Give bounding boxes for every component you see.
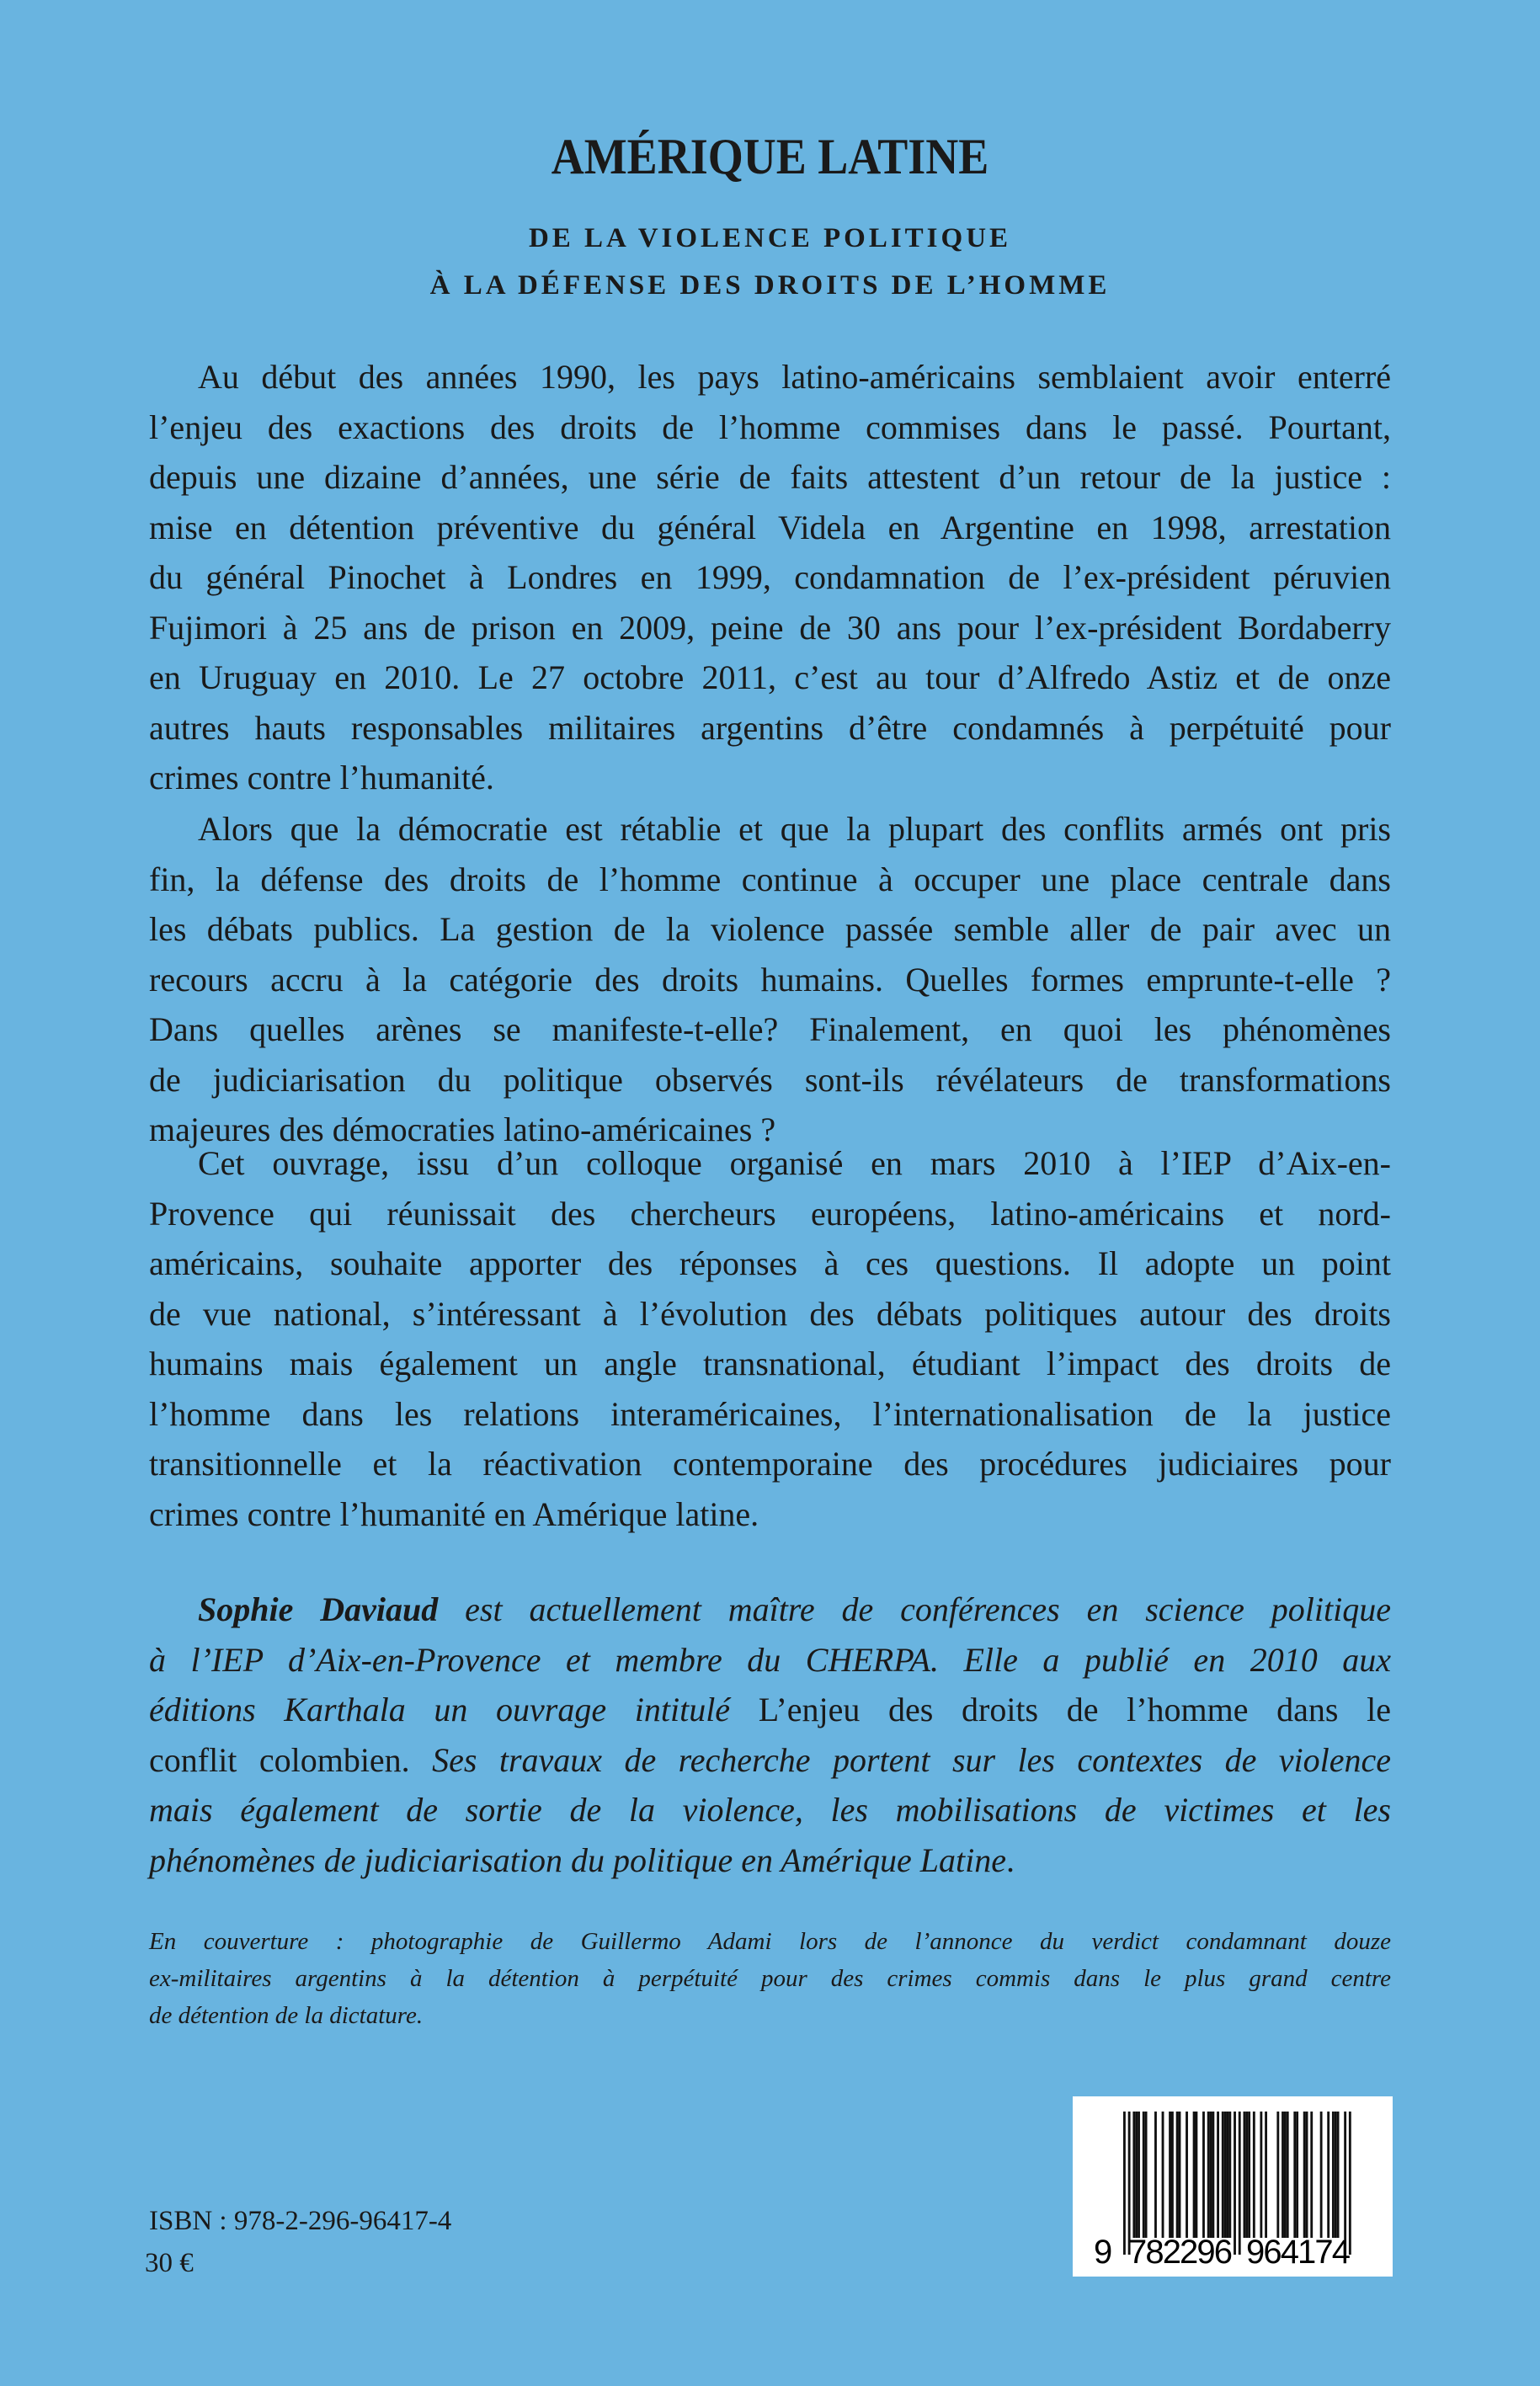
author-name: Sophie Daviaud bbox=[198, 1590, 439, 1628]
barcode-bar bbox=[1143, 2112, 1145, 2238]
paragraph-line: Au début des années 1990, les pays latino-américains semblaient avoir enterré bbox=[198, 358, 1391, 396]
bio-line bbox=[149, 1635, 1391, 1686]
barcode-bar bbox=[1284, 2112, 1287, 2238]
barcode-bar bbox=[1310, 2112, 1313, 2238]
bio-text: éditions Karthala un ouvrage intitulé bbox=[149, 1691, 759, 1728]
barcode-bar bbox=[1162, 2112, 1164, 2238]
barcode-bar bbox=[1171, 2112, 1174, 2238]
paragraph-line: du général Pinochet à Londres en 1999, condamnation de l’ex-président péruvien bbox=[149, 558, 1391, 596]
barcode-bar bbox=[1186, 2112, 1188, 2238]
paragraph-line: Dans quelles arènes se manifeste-t-elle? Finalement, en quoi les phénomènes bbox=[149, 1010, 1391, 1048]
barcode-bar bbox=[1306, 2112, 1308, 2238]
barcode-bar bbox=[1296, 2112, 1298, 2238]
barcode-bar bbox=[1222, 2112, 1224, 2238]
paragraph-line: en Uruguay en 2010. Le 27 octobre 2011, c’est au tour d’Alfredo Astiz et de onze bbox=[149, 658, 1391, 696]
paragraph-line: Alors que la démocratie est rétablie et que la plupart des conflits armés ont pris bbox=[198, 810, 1391, 848]
cover-caption bbox=[149, 1923, 1391, 2034]
caption-line: En couverture : photographie de Guillermo Adami lors de l’annonce du verdict condamnant douze bbox=[149, 1928, 1391, 1955]
bio-line bbox=[149, 1735, 1391, 1786]
paragraph-line: Fujimori à 25 ans de prison en 2009, peine de 30 ans pour l’ex-président Bordaberry bbox=[149, 608, 1391, 647]
barcode-bar bbox=[1337, 2112, 1340, 2238]
paragraph-line: les débats publics. La gestion de la violence passée semble aller de pair avec un bbox=[149, 910, 1391, 948]
barcode-bar bbox=[1176, 2112, 1179, 2238]
barcode-bar bbox=[1123, 2112, 1126, 2255]
barcode-bar bbox=[1228, 2112, 1231, 2238]
isbn: ISBN : 978-2-296-96417-4 bbox=[149, 2206, 452, 2236]
barcode-bar bbox=[1248, 2112, 1250, 2238]
bio-text: à l’IEP d’Aix-en-Provence et membre du CHERPA. Elle a publié en 2010 aux bbox=[149, 1640, 1391, 1679]
bio-text: conflit colombien. bbox=[149, 1740, 410, 1779]
paragraph-line: humains mais également un angle transnational, étudiant l’impact des droits de bbox=[149, 1345, 1391, 1382]
bio-text: . bbox=[1006, 1840, 1015, 1879]
bio-line bbox=[149, 1584, 1391, 1635]
barcode-bar bbox=[1332, 2112, 1335, 2238]
paragraph-line: américains, souhaite apporter des réponses à ces questions. Il adopte un point bbox=[149, 1244, 1391, 1282]
barcode-bar bbox=[1179, 2112, 1181, 2238]
bio-line bbox=[149, 1685, 1391, 1735]
paragraph-line: l’enjeu des exactions des droits de l’homme commises dans le passé. Pourtant, bbox=[149, 407, 1391, 446]
price: 30 € bbox=[145, 2248, 194, 2278]
barcode-first-digit: 9 bbox=[1094, 2234, 1113, 2271]
paragraph-line: de vue national, s’intéressant à l’évolution des débats politiques autour des droits bbox=[149, 1294, 1391, 1333]
barcode-bar bbox=[1224, 2112, 1227, 2238]
paragraph-line: depuis une dizaine d’années, une série de faits attestent d’un retour de la justice : bbox=[149, 458, 1391, 496]
barcode-bar bbox=[1207, 2112, 1210, 2238]
bio-text: Ses travaux de recherche portent sur les contextes de violence bbox=[409, 1740, 1391, 1779]
author-bio bbox=[149, 1584, 1391, 1885]
bio-text: phénomènes de judiciarisation du politique en Amérique Latine bbox=[149, 1840, 1007, 1879]
barcode-bar bbox=[1293, 2112, 1296, 2238]
barcode-bar bbox=[1138, 2112, 1140, 2238]
barcode-graphic bbox=[1073, 2096, 1393, 2277]
bio-line bbox=[149, 1785, 1391, 1835]
caption-line: ex-militaires argentins à la détention à perpétuité pour des crimes commis dans le plus grand centre bbox=[149, 1965, 1391, 1992]
barcode-bar bbox=[1320, 2112, 1323, 2238]
paragraph-line: de judiciarisation du politique observés sont-ils révélateurs de transformations bbox=[149, 1060, 1391, 1099]
bio-text: mais également de sortie de la violence, les mobilisations de victimes et les bbox=[149, 1791, 1391, 1829]
barcode-bar bbox=[1239, 2112, 1241, 2255]
paragraph-line: Cet ouvrage, issu d’un colloque organisé en mars 2010 à l’IEP d’Aix-en- bbox=[198, 1144, 1391, 1182]
paragraph-line: fin, la défense des droits de l’homme continue à occuper une place centrale dans bbox=[149, 860, 1391, 898]
barcode-right-digits: 964174 bbox=[1246, 2234, 1351, 2271]
barcode-bar bbox=[1212, 2112, 1214, 2238]
barcode-bar bbox=[1210, 2112, 1212, 2238]
barcode-left-digits: 782296 bbox=[1128, 2234, 1233, 2271]
bio-text: L’enjeu des droits de l’homme dans le bbox=[758, 1691, 1391, 1728]
paragraph-line: crimes contre l’humanité. bbox=[149, 759, 494, 796]
barcode-bar bbox=[1135, 2112, 1138, 2238]
barcode-bar bbox=[1154, 2112, 1157, 2238]
barcode-bar bbox=[1327, 2112, 1330, 2238]
barcode-bar bbox=[1265, 2112, 1267, 2238]
barcode-bar bbox=[1335, 2112, 1337, 2238]
paragraph-line: recours accru à la catégorie des droits humains. Quelles formes emprunte-t-elle ? bbox=[149, 960, 1391, 999]
summary-paragraph-2 bbox=[149, 804, 1391, 1155]
subtitle-line-1: DE LA VIOLENCE POLITIQUE bbox=[528, 223, 1012, 253]
barcode-bar bbox=[1145, 2112, 1148, 2238]
barcode-bar bbox=[1196, 2112, 1198, 2238]
paragraph-line: transitionnelle et la réactivation contemporaine des procédures judiciaires pour bbox=[149, 1445, 1391, 1483]
barcode-bar bbox=[1282, 2112, 1284, 2238]
summary-paragraph-3 bbox=[149, 1138, 1391, 1539]
barcode-bar bbox=[1287, 2112, 1289, 2238]
barcode-bar bbox=[1303, 2112, 1306, 2238]
book-title: AMÉRIQUE LATINE bbox=[551, 129, 989, 184]
paragraph-line: autres hauts responsables militaires argentins d’être condamnés à perpétuité pour bbox=[149, 708, 1391, 747]
barcode-bar bbox=[1244, 2112, 1246, 2238]
caption-line: de détention de la dictature. bbox=[149, 2002, 424, 2029]
barcode-bar bbox=[1202, 2112, 1205, 2238]
barcode-bar bbox=[1276, 2112, 1279, 2238]
barcode-bar bbox=[1193, 2112, 1196, 2238]
barcode-bar bbox=[1169, 2112, 1171, 2238]
paragraph-line: crimes contre l’humanité en Amérique latine. bbox=[149, 1494, 759, 1533]
barcode-bar bbox=[1245, 2112, 1248, 2238]
paragraph-line: mise en détention préventive du général Videla en Argentine en 1998, arrestation bbox=[149, 508, 1391, 546]
barcode-bar bbox=[1234, 2112, 1236, 2255]
bio-line bbox=[149, 1835, 1391, 1886]
barcode-bar bbox=[1217, 2112, 1219, 2238]
paragraph-line: majeures des démocraties latino-américaines ? bbox=[149, 1110, 776, 1148]
bio-text: est actuellement maître de conférences en science politique bbox=[438, 1590, 1391, 1628]
paragraph-line: Provence qui réunissait des chercheurs européens, latino-américains et nord- bbox=[149, 1194, 1391, 1233]
summary-paragraph-1 bbox=[149, 352, 1391, 803]
paragraph-line: l’homme dans les relations interaméricaines, l’internationalisation de la justice bbox=[149, 1394, 1391, 1433]
barcode-bar bbox=[1253, 2112, 1255, 2238]
barcode bbox=[1073, 2096, 1393, 2277]
barcode-bar bbox=[1132, 2112, 1135, 2238]
subtitle-line-2: À LA DÉFENSE DES DROITS DE L’HOMME bbox=[429, 270, 1111, 301]
barcode-bar bbox=[1260, 2112, 1262, 2238]
barcode-bar bbox=[1227, 2112, 1229, 2238]
